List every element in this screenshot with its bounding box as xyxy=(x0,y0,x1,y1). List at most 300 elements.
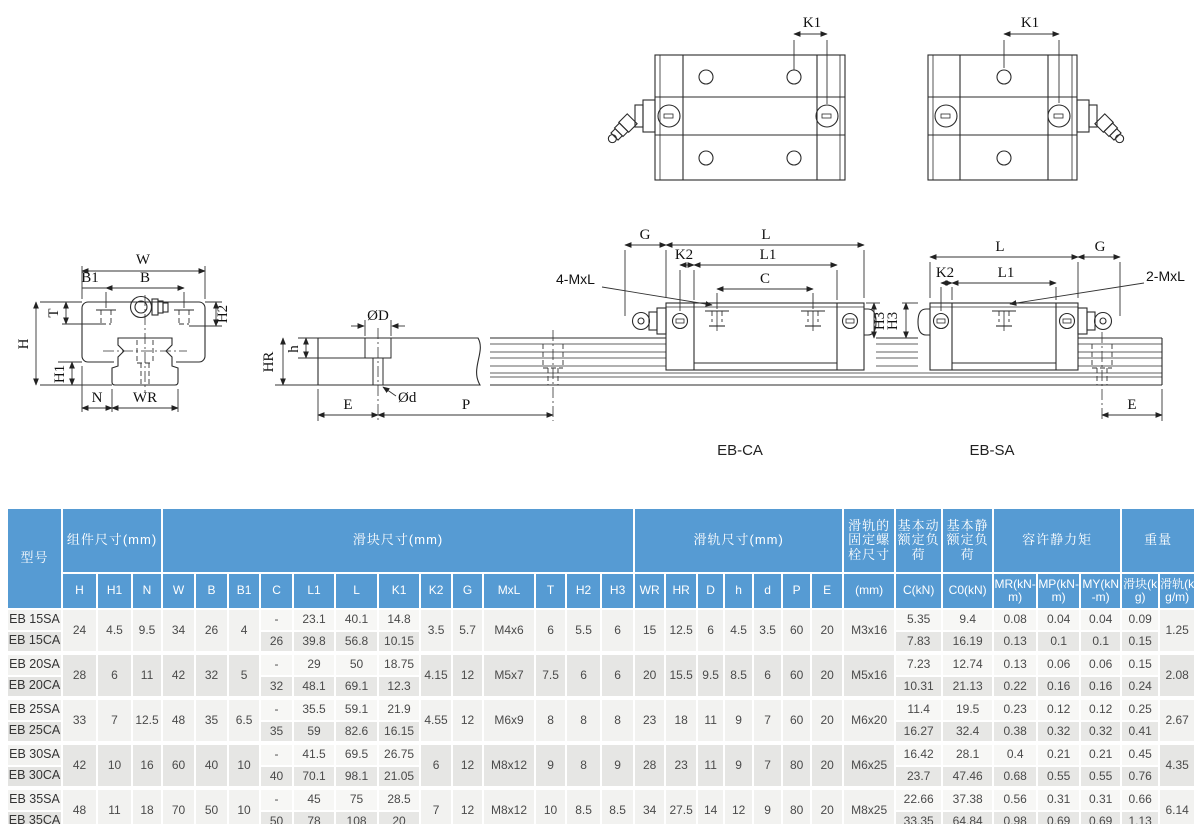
header-col: B xyxy=(195,573,228,609)
cell-MY: 0.31 xyxy=(1080,787,1121,811)
cell-H2: 8.5 xyxy=(566,787,601,824)
cell-d: 9 xyxy=(753,787,782,824)
cell-L1: 70.1 xyxy=(293,766,335,788)
model-cell: EB 20SA xyxy=(7,652,62,676)
cell-B: 35 xyxy=(195,697,228,742)
cell-MR: 0.4 xyxy=(993,742,1037,766)
cell-P: 60 xyxy=(782,697,811,742)
cell-rail: 1.25 xyxy=(1159,609,1195,652)
model-cell: EB 25CA xyxy=(7,721,62,743)
cell-H1: 6 xyxy=(97,652,132,697)
header-col: H1 xyxy=(97,573,132,609)
cell-MR: 0.13 xyxy=(993,631,1037,653)
guide-rail xyxy=(490,332,1162,421)
cell-C0: 28.1 xyxy=(942,742,993,766)
cell-MxL: M4x6 xyxy=(483,609,535,652)
cell-K1: 28.5 xyxy=(378,787,420,811)
header-col: H2 xyxy=(566,573,601,609)
cell-E: 20 xyxy=(811,652,843,697)
cell-H1: 7 xyxy=(97,697,132,742)
header-col: K2 xyxy=(420,573,452,609)
cell-C0: 47.46 xyxy=(942,766,993,788)
cell-bk: 0.41 xyxy=(1121,721,1159,743)
cell-L: 69.1 xyxy=(335,676,378,698)
cell-D: 14 xyxy=(697,787,724,824)
cell-rail: 4.35 xyxy=(1159,742,1195,787)
cell-N: 12.5 xyxy=(132,697,162,742)
header-group-5: 基本静额定负荷 xyxy=(942,508,993,573)
cell-G: 12 xyxy=(452,652,483,697)
cell-MP: 0.69 xyxy=(1037,811,1080,824)
header-col: MY(kN-m) xyxy=(1080,573,1121,609)
cell-C: - xyxy=(260,697,293,721)
cell-K1: 16.15 xyxy=(378,721,420,743)
cell-WR: 28 xyxy=(634,742,665,787)
cell-h: 9 xyxy=(724,697,753,742)
dim-l1-sa: L1 xyxy=(997,265,1015,281)
cell-CkN: 10.31 xyxy=(895,676,942,698)
header-col: W xyxy=(162,573,195,609)
cell-K2: 6 xyxy=(420,742,452,787)
cell-WR: 15 xyxy=(634,609,665,652)
cell-rail: 2.67 xyxy=(1159,697,1195,742)
cell-W: 60 xyxy=(162,742,195,787)
cell-H1: 4.5 xyxy=(97,609,132,652)
cell-CkN: 11.4 xyxy=(895,697,942,721)
cell-H2: 6 xyxy=(566,652,601,697)
cell-bk: 0.45 xyxy=(1121,742,1159,766)
cell-MP: 0.32 xyxy=(1037,721,1080,743)
block-top-view-ca xyxy=(605,15,845,180)
assembly-side-view-ca xyxy=(556,227,888,370)
cell-B: 40 xyxy=(195,742,228,787)
cell-H2: 8 xyxy=(566,697,601,742)
cell-K1: 18.75 xyxy=(378,652,420,676)
spec-table xyxy=(7,508,1195,824)
model-cell: EB 20CA xyxy=(7,676,62,698)
dim-e-rail: E xyxy=(343,397,353,413)
cell-P: 60 xyxy=(782,609,811,652)
cell-L: 50 xyxy=(335,652,378,676)
cell-HR: 12.5 xyxy=(665,609,697,652)
dim-p: P xyxy=(461,397,471,413)
cell-H: 48 xyxy=(62,787,97,824)
cell-WR: 20 xyxy=(634,652,665,697)
cell-B1: 4 xyxy=(228,609,260,652)
header-col: 滑轨(kg/m) xyxy=(1159,573,1195,609)
assembly-side-view-sa xyxy=(885,239,1185,370)
cell-MP: 0.06 xyxy=(1037,652,1080,676)
cell-MP: 0.12 xyxy=(1037,697,1080,721)
model-cell: EB 35SA xyxy=(7,787,62,811)
dim-b: B xyxy=(139,270,151,286)
header-col: WR xyxy=(634,573,665,609)
cell-CkN: 5.35 xyxy=(895,609,942,631)
dim-wr: WR xyxy=(132,390,158,406)
rail-section xyxy=(261,308,553,422)
cell-bk: 0.15 xyxy=(1121,652,1159,676)
cell-D: 11 xyxy=(697,742,724,787)
header-col: E xyxy=(811,573,843,609)
cell-MR: 0.38 xyxy=(993,721,1037,743)
cell-L: 108 xyxy=(335,811,378,824)
cell-C: - xyxy=(260,609,293,631)
cell-d: 6 xyxy=(753,652,782,697)
cell-N: 16 xyxy=(132,742,162,787)
header-col: C xyxy=(260,573,293,609)
dim-n: N xyxy=(91,390,103,406)
block-top-view-sa xyxy=(928,15,1127,180)
model-cell: EB 15SA xyxy=(7,609,62,631)
dim-l-ca: L xyxy=(761,227,771,243)
cell-C: - xyxy=(260,652,293,676)
cell-B1: 5 xyxy=(228,652,260,697)
cell-h: 9 xyxy=(724,742,753,787)
cell-E: 20 xyxy=(811,742,843,787)
cell-H2: 5.5 xyxy=(566,609,601,652)
cell-MxL: M6x9 xyxy=(483,697,535,742)
cell-E: 20 xyxy=(811,609,843,652)
header-group-7: 重量 xyxy=(1121,508,1195,573)
cell-C0: 21.13 xyxy=(942,676,993,698)
cell-H: 33 xyxy=(62,697,97,742)
cell-h: 4.5 xyxy=(724,609,753,652)
cell-L1: 41.5 xyxy=(293,742,335,766)
cell-L1: 78 xyxy=(293,811,335,824)
cell-d: 3.5 xyxy=(753,609,782,652)
grease-fitting-icon xyxy=(1077,100,1127,146)
cell-N: 11 xyxy=(132,652,162,697)
dim-l1-ca: L1 xyxy=(759,247,777,263)
cell-MY: 0.21 xyxy=(1080,742,1121,766)
dim-k1-ca: K1 xyxy=(802,15,822,31)
header-col: d xyxy=(753,573,782,609)
cell-W: 70 xyxy=(162,787,195,824)
cell-K1: 21.9 xyxy=(378,697,420,721)
cell-MR: 0.13 xyxy=(993,652,1037,676)
cell-bolt: M6x20 xyxy=(843,697,895,742)
cell-CkN: 7.23 xyxy=(895,652,942,676)
dim-od: ØD xyxy=(367,308,389,324)
header-group-2: 滑轨尺寸(mm) xyxy=(634,508,843,573)
cell-P: 60 xyxy=(782,652,811,697)
header-group-6: 容许静力矩 xyxy=(993,508,1121,573)
cell-HR: 15.5 xyxy=(665,652,697,697)
header-group-4: 基本动额定负荷 xyxy=(895,508,942,573)
cell-H3: 8.5 xyxy=(601,787,634,824)
caption-eb-ca: EB-CA xyxy=(717,442,763,459)
dim-h-rail: h xyxy=(286,345,302,353)
cell-G: 12 xyxy=(452,787,483,824)
cell-HR: 27.5 xyxy=(665,787,697,824)
cell-H3: 8 xyxy=(601,697,634,742)
cell-L: 59.1 xyxy=(335,697,378,721)
cell-d: 7 xyxy=(753,697,782,742)
cell-C0: 32.4 xyxy=(942,721,993,743)
header-col: C0(kN) xyxy=(942,573,993,609)
cell-C0: 37.38 xyxy=(942,787,993,811)
cell-G: 12 xyxy=(452,742,483,787)
cell-L1: 23.1 xyxy=(293,609,335,631)
dim-k2-sa: K2 xyxy=(935,265,955,281)
dim-h3-sa: H3 xyxy=(885,311,901,331)
cell-B1: 10 xyxy=(228,742,260,787)
cell-K1: 20 xyxy=(378,811,420,824)
cell-CkN: 16.27 xyxy=(895,721,942,743)
cell-C: 40 xyxy=(260,766,293,788)
cell-CkN: 22.66 xyxy=(895,787,942,811)
cell-W: 42 xyxy=(162,652,195,697)
cell-MR: 0.98 xyxy=(993,811,1037,824)
cell-C0: 16.19 xyxy=(942,631,993,653)
cell-bolt: M3x16 xyxy=(843,609,895,652)
cell-T: 8 xyxy=(535,697,566,742)
grease-fitting-icon xyxy=(1078,308,1112,334)
cell-MxL: M8x12 xyxy=(483,787,535,824)
cell-B: 50 xyxy=(195,787,228,824)
cell-K1: 14.8 xyxy=(378,609,420,631)
dim-h3-ca: H3 xyxy=(872,311,888,331)
cell-MP: 0.21 xyxy=(1037,742,1080,766)
cell-E: 20 xyxy=(811,697,843,742)
cell-H: 24 xyxy=(62,609,97,652)
cell-W: 48 xyxy=(162,697,195,742)
cell-MY: 0.16 xyxy=(1080,676,1121,698)
cell-rail: 2.08 xyxy=(1159,652,1195,697)
header-group-0: 组件尺寸(mm) xyxy=(62,508,162,573)
cell-H: 42 xyxy=(62,742,97,787)
cell-L1: 45 xyxy=(293,787,335,811)
cell-K2: 7 xyxy=(420,787,452,824)
cell-bk: 1.13 xyxy=(1121,811,1159,824)
label-2mxl: 2-MxL xyxy=(1146,268,1185,284)
cell-bk: 0.15 xyxy=(1121,631,1159,653)
dim-h2: H2 xyxy=(215,304,231,324)
cell-MY: 0.12 xyxy=(1080,697,1121,721)
cell-L: 69.5 xyxy=(335,742,378,766)
cell-C0: 12.74 xyxy=(942,652,993,676)
cell-MP: 0.31 xyxy=(1037,787,1080,811)
cell-N: 18 xyxy=(132,787,162,824)
header-col: G xyxy=(452,573,483,609)
header-col: L1 xyxy=(293,573,335,609)
cell-L1: 29 xyxy=(293,652,335,676)
cell-L: 40.1 xyxy=(335,609,378,631)
header-col: 滑块(kg) xyxy=(1121,573,1159,609)
cell-MY: 0.55 xyxy=(1080,766,1121,788)
cell-bolt: M5x16 xyxy=(843,652,895,697)
cell-C: - xyxy=(260,742,293,766)
cell-N: 9.5 xyxy=(132,609,162,652)
cell-C0: 19.5 xyxy=(942,697,993,721)
header-col: L xyxy=(335,573,378,609)
dim-e-sa: E xyxy=(1127,397,1137,413)
cell-C: 50 xyxy=(260,811,293,824)
cell-MY: 0.1 xyxy=(1080,631,1121,653)
header-col: N xyxy=(132,573,162,609)
cell-B1: 10 xyxy=(228,787,260,824)
cell-K1: 12.3 xyxy=(378,676,420,698)
cell-L1: 59 xyxy=(293,721,335,743)
cell-bk: 0.25 xyxy=(1121,697,1159,721)
dim-c: C xyxy=(759,271,771,287)
cell-MY: 0.06 xyxy=(1080,652,1121,676)
dim-od-small: Ød xyxy=(398,390,417,406)
dim-k2-ca: K2 xyxy=(674,247,694,263)
cell-D: 11 xyxy=(697,697,724,742)
cell-MR: 0.23 xyxy=(993,697,1037,721)
cell-L1: 35.5 xyxy=(293,697,335,721)
cell-D: 6 xyxy=(697,609,724,652)
cell-bolt: M6x25 xyxy=(843,742,895,787)
header-col: MxL xyxy=(483,573,535,609)
cell-bk: 0.66 xyxy=(1121,787,1159,811)
cell-B: 32 xyxy=(195,652,228,697)
model-cell: EB 30SA xyxy=(7,742,62,766)
cell-C0: 9.4 xyxy=(942,609,993,631)
label-4mxl: 4-MxL xyxy=(556,271,595,287)
cell-MY: 0.04 xyxy=(1080,609,1121,631)
cell-H3: 6 xyxy=(601,652,634,697)
cell-MR: 0.08 xyxy=(993,609,1037,631)
cell-B1: 6.5 xyxy=(228,697,260,742)
cell-H3: 9 xyxy=(601,742,634,787)
cell-MP: 0.16 xyxy=(1037,676,1080,698)
cell-T: 10 xyxy=(535,787,566,824)
header-col: T xyxy=(535,573,566,609)
header-col: P xyxy=(782,573,811,609)
cell-MR: 0.22 xyxy=(993,676,1037,698)
cell-d: 7 xyxy=(753,742,782,787)
dim-hr: HR xyxy=(261,351,277,373)
header-col: H xyxy=(62,573,97,609)
header-col: h xyxy=(724,573,753,609)
model-cell: EB 30CA xyxy=(7,766,62,788)
cell-T: 9 xyxy=(535,742,566,787)
cell-H: 28 xyxy=(62,652,97,697)
cell-H2: 8 xyxy=(566,742,601,787)
cell-H3: 6 xyxy=(601,609,634,652)
header-col: HR xyxy=(665,573,697,609)
cell-L: 98.1 xyxy=(335,766,378,788)
header-group-3: 滑轨的固定螺栓尺寸 xyxy=(843,508,895,573)
caption-eb-sa: EB-SA xyxy=(969,442,1015,459)
cell-C: 35 xyxy=(260,721,293,743)
cell-K1: 21.05 xyxy=(378,766,420,788)
cell-K1: 10.15 xyxy=(378,631,420,653)
header-col: D xyxy=(697,573,724,609)
cell-W: 34 xyxy=(162,609,195,652)
cell-MP: 0.04 xyxy=(1037,609,1080,631)
cell-WR: 34 xyxy=(634,787,665,824)
model-cell: EB 25SA xyxy=(7,697,62,721)
header-col: K1 xyxy=(378,573,420,609)
dim-b1: B1 xyxy=(81,270,99,286)
cell-B: 26 xyxy=(195,609,228,652)
cell-h: 12 xyxy=(724,787,753,824)
header-group-1: 滑块尺寸(mm) xyxy=(162,508,634,573)
cell-MY: 0.32 xyxy=(1080,721,1121,743)
cell-L: 75 xyxy=(335,787,378,811)
cell-P: 80 xyxy=(782,742,811,787)
model-cell: EB 35CA xyxy=(7,811,62,824)
header-col: MP(kN-m) xyxy=(1037,573,1080,609)
cell-CkN: 16.42 xyxy=(895,742,942,766)
grease-fitting-icon xyxy=(605,100,655,146)
cell-P: 80 xyxy=(782,787,811,824)
cell-MR: 0.56 xyxy=(993,787,1037,811)
header-col: H3 xyxy=(601,573,634,609)
cell-HR: 23 xyxy=(665,742,697,787)
cell-K1: 26.75 xyxy=(378,742,420,766)
cell-MxL: M8x12 xyxy=(483,742,535,787)
cell-WR: 23 xyxy=(634,697,665,742)
cell-T: 7.5 xyxy=(535,652,566,697)
cell-L: 82.6 xyxy=(335,721,378,743)
cell-bk: 0.76 xyxy=(1121,766,1159,788)
cell-T: 6 xyxy=(535,609,566,652)
cell-C: 32 xyxy=(260,676,293,698)
cell-C0: 64.84 xyxy=(942,811,993,824)
header-col: C(kN) xyxy=(895,573,942,609)
dim-g-ca: G xyxy=(639,227,651,243)
cell-CkN: 23.7 xyxy=(895,766,942,788)
dim-h: H xyxy=(16,338,32,350)
dim-l-sa: L xyxy=(995,239,1005,255)
dim-h1: H1 xyxy=(52,364,68,384)
cell-bk: 0.09 xyxy=(1121,609,1159,631)
cell-MY: 0.69 xyxy=(1080,811,1121,824)
cell-G: 12 xyxy=(452,697,483,742)
grease-fitting-icon xyxy=(633,308,667,334)
block-cross-section xyxy=(16,252,231,412)
cell-bk: 0.24 xyxy=(1121,676,1159,698)
header-col: (mm) xyxy=(843,573,895,609)
cell-MP: 0.55 xyxy=(1037,766,1080,788)
header-model: 型号 xyxy=(7,508,62,609)
cell-L: 56.8 xyxy=(335,631,378,653)
cell-bolt: M8x25 xyxy=(843,787,895,824)
cell-K2: 4.15 xyxy=(420,652,452,697)
header-col: MR(kN-m) xyxy=(993,573,1037,609)
cell-MR: 0.68 xyxy=(993,766,1037,788)
cell-K2: 4.55 xyxy=(420,697,452,742)
cell-rail: 6.14 xyxy=(1159,787,1195,824)
cell-H1: 11 xyxy=(97,787,132,824)
cell-MP: 0.1 xyxy=(1037,631,1080,653)
cell-H1: 10 xyxy=(97,742,132,787)
cell-C: 26 xyxy=(260,631,293,653)
dim-t: T xyxy=(46,308,62,318)
dim-k1-sa: K1 xyxy=(1020,15,1040,31)
header-col: B1 xyxy=(228,573,260,609)
dim-w: W xyxy=(135,252,151,268)
cell-C: - xyxy=(260,787,293,811)
cell-L1: 39.8 xyxy=(293,631,335,653)
cell-E: 20 xyxy=(811,787,843,824)
cell-D: 9.5 xyxy=(697,652,724,697)
model-cell: EB 15CA xyxy=(7,631,62,653)
cell-HR: 18 xyxy=(665,697,697,742)
cell-G: 5.7 xyxy=(452,609,483,652)
cell-h: 8.5 xyxy=(724,652,753,697)
cell-CkN: 33.35 xyxy=(895,811,942,824)
cell-L1: 48.1 xyxy=(293,676,335,698)
cell-CkN: 7.83 xyxy=(895,631,942,653)
dim-g-sa: G xyxy=(1094,239,1106,255)
cell-MxL: M5x7 xyxy=(483,652,535,697)
cell-K2: 3.5 xyxy=(420,609,452,652)
